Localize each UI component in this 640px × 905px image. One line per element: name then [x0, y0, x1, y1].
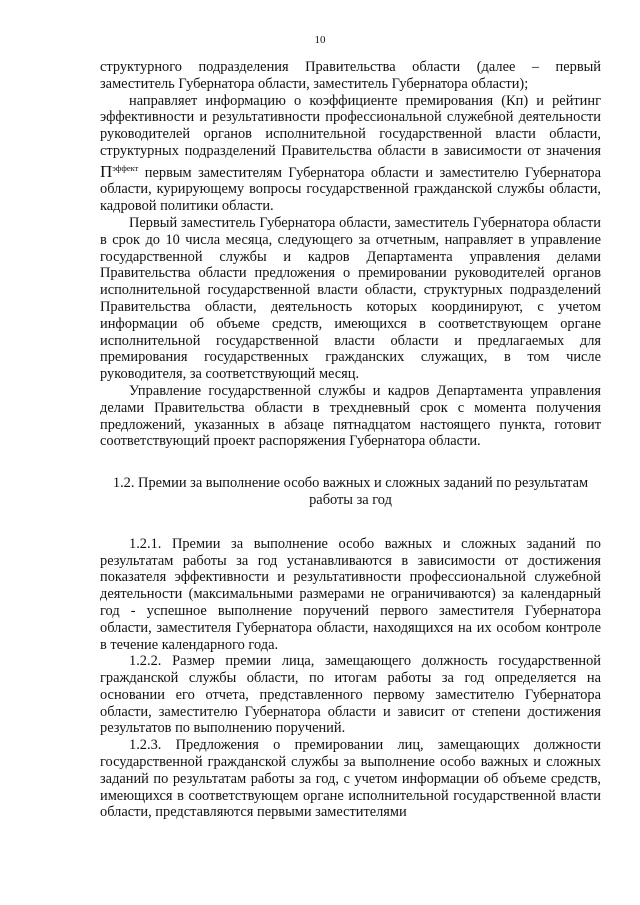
paragraph-hr-department: Управление государственной службы и кадров Департамента управления делами Правительства области в трехдневный срок с момента получения предложений, указанных в абзаце пятнадцатом настоящего пункта, готовит соответствующий проект распоряжения Губернатора области. — [100, 382, 601, 450]
page-number: 10 — [314, 34, 326, 46]
section-heading: 1.2. Премии за выполнение особо важных и сложных заданий по результатам работы за год — [112, 475, 589, 508]
formula-symbol: П — [100, 161, 113, 181]
paragraph-rating-info — [100, 93, 601, 215]
paragraph-proposals: Первый заместитель Губернатора области, заместитель Губернатора области в срок до 10 числа месяца, следующего за отчетным, направляет в управление государственной службы и кадров Департамента управления делами Правительства области предложения о премировании руководителей органов исполнительной государственной власти области, структурных подразделений Правительства области, деятельность которых координируют, с учетом информации об объеме средств, имеющихся в соответствующем органе исполнительной государственной власти области и предлагаемых для премирования государственных гражданских служащих, в том числе руководителя, за соответствующий месяц. — [100, 214, 601, 383]
paragraph-continuation: структурного подразделения Правительства области (далее – первый заместитель Губернатора области, заместитель Губернатора области); — [100, 59, 601, 92]
paragraph-rating-text: направляет информацию о коэффициенте премирования (Кп) и рейтинг эффективности и результативности профессиональной служебной деятельности руководителей органов исполнительной государственной власти области, структурных подразделений Правительства области в зависимости от значения — [100, 92, 601, 159]
paragraph-rating-continuation: первым заместителям Губернатора области и заместителю Губернатора области, курирующему вопросы государственной гражданской службы области, кадровой политики области. — [100, 164, 601, 215]
paragraph-1-2-1: 1.2.1. Премии за выполнение особо важных и сложных заданий по результатам работы за год устанавливаются в зависимости от достижения показателя эффективности и результативности профессиональной служебной деятельности (максимальными размерами не ограничиваются) за календарный год - успешное выполнение поручений первого заместителя Губернатора области, заместителя Губернатора области, находящихся на их особом контроле в течение календарного года. — [100, 535, 601, 653]
paragraph-1-2-3: 1.2.3. Предложения о премировании лиц, замещающих должности государственной гражданской службы за выполнение особо важных и сложных заданий по результатам работы за год, с учетом информации об объеме средств, имеющихся в соответствующем органе исполнительной государственной власти области, представляются первыми заместителями — [100, 737, 601, 821]
paragraph-1-2-2: 1.2.2. Размер премии лица, замещающего должность государственной гражданской службы области, по итогам работы за год определяется на основании его отчета, представленного первому заместителю Губернатора области, заместителю Губернатора области и зависит от степени достижения результатов по выполнению поручений. — [100, 653, 601, 737]
formula-subscript: эффект — [112, 162, 139, 173]
document-body — [100, 59, 601, 821]
